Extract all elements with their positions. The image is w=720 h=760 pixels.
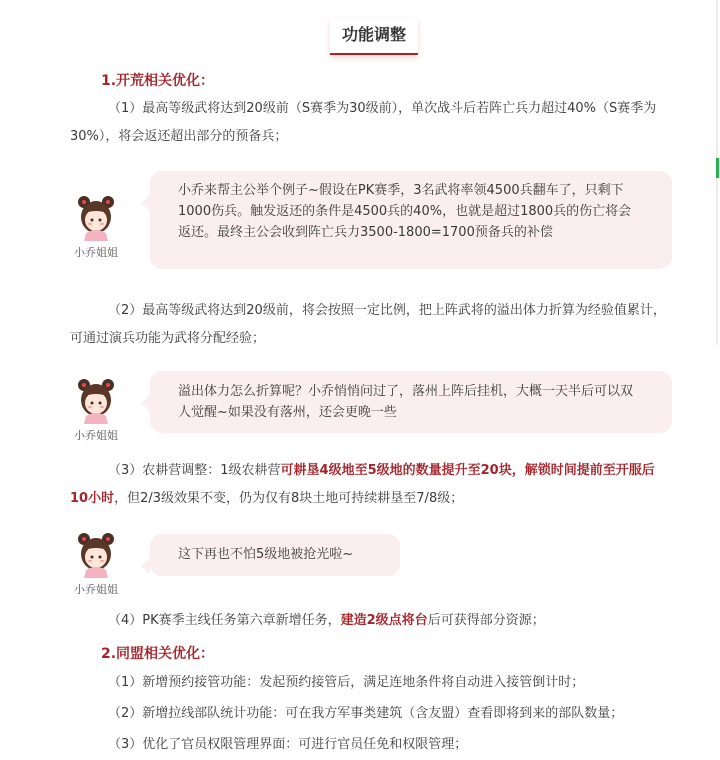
paragraph-1-text: （1）最高等级武将达到20级前（S赛季为30级前），单次战斗后若阵亡兵力超过40%（S赛季为30%），将会返还超出部分的预备兵； [70, 101, 657, 144]
avatar [74, 193, 118, 241]
scrollbar-marker[interactable] [716, 158, 719, 178]
avatar-block [68, 193, 124, 260]
comment-bubble [150, 171, 672, 269]
paragraph-3-highlight: 可耕垦4级地至5级地的数量提升至20块，解锁时间提前至开服后10小时 [70, 463, 655, 506]
list-item-text: （2）新增拉线部队统计功能：可在我方军事类建筑（含友盟）查看即将到来的部队数量； [108, 706, 624, 721]
avatar-name: 小乔姐姐 [74, 583, 118, 596]
comment-text: 溢出体力怎么折算呢？小乔悄悄问过了，落州上阵后挂机，大概一天半后可以双人觉醒~如果没有落州，还会更晚一些 [178, 384, 634, 420]
list-item [70, 735, 467, 755]
paragraph-3-text-end: ，但2/3级效果不变，仍为仅有8块土地可持续耕垦至7/8级； [114, 491, 464, 506]
page-title: 功能调整 [330, 18, 418, 55]
paragraph-3-text: （3）农耕营调整：1级农耕营 [108, 463, 281, 478]
paragraph-4-text: （4）PK赛季主线任务第六章新增任务， [108, 613, 341, 628]
list-item-text: （1）新增预约接管功能：发起预约接管后，满足连地条件将自动进入接管倒计时； [108, 675, 585, 690]
comment-text: 小乔来帮主公举个例子~假设在PK赛季，3名武将率领4500兵翻车了，只剩下1000伤兵。触发返还的条件是4500兵的40%，也就是超过1800兵的伤亡将会返还。最终主公会收到阵亡兵力3500-1800=1700预备兵的补偿 [178, 183, 632, 240]
list-item [70, 673, 584, 693]
paragraph-4 [70, 611, 545, 631]
list-item [70, 704, 623, 724]
avatar-block [68, 376, 124, 443]
comment-bubble [150, 371, 672, 433]
list-item-text: （3）优化了官员权限管理界面：可进行官员任免和权限管理； [108, 737, 468, 752]
paragraph-3 [70, 457, 670, 513]
paragraph-4-highlight: 建造2级点将台 [340, 613, 428, 628]
avatar-name: 小乔姐姐 [74, 429, 118, 442]
section-heading-2: 2.同盟相关优化： [101, 646, 215, 662]
avatar [74, 530, 118, 578]
comment-text: 这下再也不怕5级地被抢光啦~ [178, 547, 354, 562]
avatar-block [68, 530, 124, 597]
paragraph-2 [70, 297, 670, 353]
avatar [74, 376, 118, 424]
avatar-name: 小乔姐姐 [74, 246, 118, 259]
comment-bubble [150, 534, 400, 576]
title-box [330, 18, 418, 55]
paragraph-4-text-end: 后可获得部分资源； [427, 613, 545, 628]
paragraph-2-text: （2）最高等级武将达到20级前，将会按照一定比例，把上阵武将的溢出体力折算为经验值累计，可通过演兵功能为武将分配经验； [70, 303, 666, 346]
paragraph-1 [70, 95, 670, 151]
section-heading-1: 1.开荒相关优化： [101, 73, 215, 89]
